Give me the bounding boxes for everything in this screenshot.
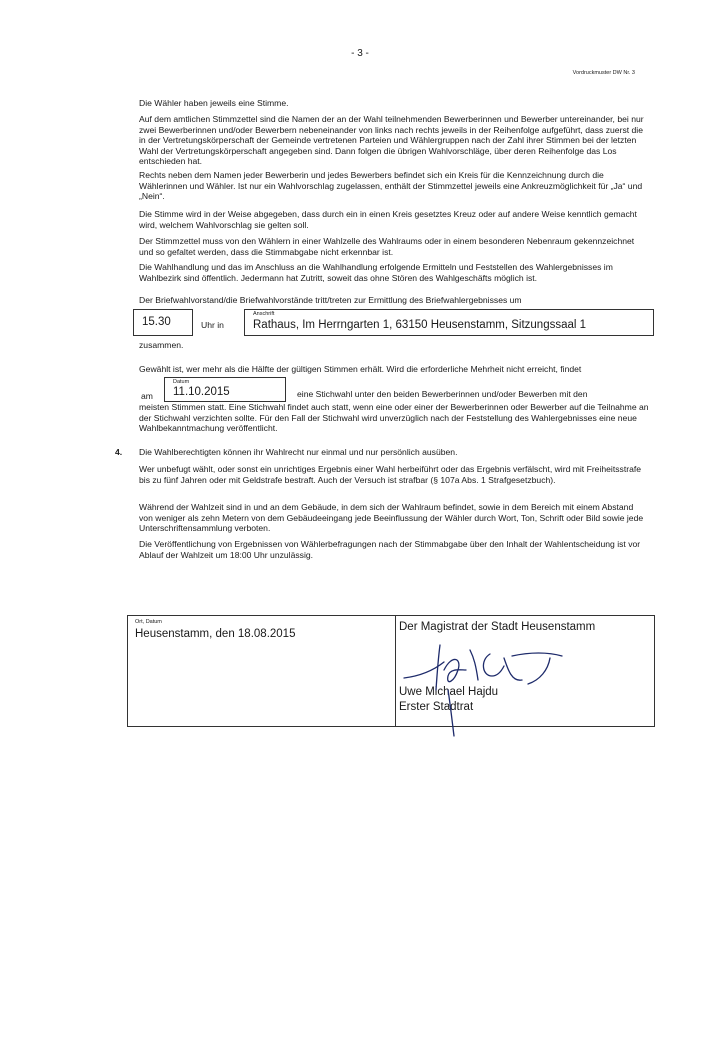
time-box [133, 309, 193, 336]
runoff-text: eine Stichwahl unter den beiden Bewerberinnen und/oder Bewerben mit den [297, 389, 588, 399]
paragraph-voting-booth: Der Stimmzettel muss von den Wählern in einer Wahlzelle des Wahlraums oder in einem besonderen Nebenraum gekennzeichnet und so gefaltet werden, dass die Stimmabgabe nicht erkennbar ist. [139, 236, 635, 257]
paragraph-penalty: Wer unbefugt wählt, oder sonst ein unrichtiges Ergebnis einer Wahl herbeiführt oder das Ergebnis verfälscht, wird mit Freiheitsstrafe bis zu fünf Jahren oder mit Geldstrafe bestraft. Auch der Versuch ist strafbar (§ 107a Abs. 1 Strafgesetzbuch). [139, 464, 642, 485]
uhr-in-label: Uhr in [201, 320, 224, 330]
paragraph-majority: Gewählt ist, wer mehr als die Hälfte der gültigen Stimmen erhält. Wird die erforderliche Mehrheit nicht erreicht, findet [139, 364, 582, 374]
page-number: - 3 - [351, 48, 369, 59]
date-value: 11.10.2015 [173, 386, 230, 398]
paragraph-exit-polls: Die Veröffentlichung von Ergebnissen von Wählerbefragungen nach der Stimmabgabe über den Inhalt der Wahlentscheidung ist vor Ablauf der Wahlzeit um 18:00 Uhr unzulässig. [139, 539, 641, 560]
am-label: am [141, 391, 153, 401]
time-value: 15.30 [142, 316, 171, 328]
authority-name: Der Magistrat der Stadt Heusenstamm [399, 621, 596, 633]
date-label: Datum [173, 379, 190, 385]
signer-name: Uwe Michael Hajdu [399, 686, 499, 698]
address-box [244, 309, 654, 336]
section-number: 4. [115, 447, 123, 457]
paragraph-marking-circle: Rechts neben dem Namen jeder Bewerberin und jedes Bewerbers befindet sich ein Kreis für die Kennzeichnung durch die Wählerinnen und Wähler. Ist nur ein Wahlvorschlag zugelassen, enthält der Stimmzettel jeweils eine Ankreuzmöglichkeit für „Ja“ und „Nein“. [139, 170, 643, 201]
paragraph-one-vote: Die Wähler haben jeweils eine Stimme. [139, 98, 289, 108]
place-date-value: Heusenstamm, den 18.08.2015 [135, 628, 296, 640]
address-label: Anschrift [253, 311, 275, 317]
date-box [164, 377, 286, 402]
paragraph-public-count: Die Wahlhandlung und das im Anschluss an die Wahlhandlung erfolgende Ermitteln und Feststellen des Wahlergebnisses im Wahlbezirk sind öffentlich. Jedermann hat Zutritt, soweit das ohne Stören des Wahlgeschäfts möglich ist. [139, 262, 613, 283]
paragraph-personal-vote: Die Wahlberechtigten können ihr Wahlrecht nur einmal und nur persönlich ausüben. [139, 447, 458, 457]
paragraph-no-influence: Während der Wahlzeit sind in und an dem Gebäude, in dem sich der Wahlraum befindet, sowie in dem Bereich mit einem Abstand von weniger als zehn Metern von dem Gebäudeeingang jede Beeinflussung der Wähler durch Wort, Ton, Schrift oder Bild sowie jede Unterschriftensammlung verboten. [139, 502, 644, 533]
paragraph-how-to-vote: Die Stimme wird in der Weise abgegeben, dass durch ein in einen Kreis gesetztes Kreuz oder auf andere Weise kenntlich gemacht wird, welchem Wahlvorschlag sie gelten soll. [139, 209, 637, 230]
address-value: Rathaus, Im Herrngarten 1, 63150 Heusenstamm, Sitzungssaal 1 [253, 319, 587, 331]
place-date-cell [128, 616, 396, 726]
handwritten-signature [400, 640, 570, 740]
form-code: Vordruckmuster DW Nr. 3 [572, 70, 635, 76]
signature-table [127, 615, 655, 727]
paragraph-postal-board: Der Briefwahlvorstand/die Briefwahlvorstände tritt/treten zur Ermittlung des Briefwahlergebnisses um [139, 295, 522, 305]
zusammen-label: zusammen. [139, 340, 184, 350]
signer-title: Erster Stadtrat [399, 701, 474, 713]
paragraph-runoff: meisten Stimmen statt. Eine Stichwahl findet auch statt, wenn eine oder einer der Bewerberinnen oder Bewerber auf die Teilnahme an der Stichwahl verzichten sollte. Für den Fall der Stichwahl wird unverzüglich nach der Feststellung des Wahlergebnisses eine neue Wahlbekanntmachung veröffentlicht. [139, 402, 649, 433]
place-date-label: Ort, Datum [135, 619, 162, 625]
paragraph-ballot-order: Auf dem amtlichen Stimmzettel sind die Namen der an der Wahl teilnehmenden Bewerberinnen und Bewerber untereinander, bei nur zwei Bewerberinnen und/oder Bewerbern nebeneinander von links nach rechts jeweils in der Reihenfolge aufgeführt, dass zuerst die in der Vertretungskörperschaft der Gemeinde vertretenen Parteien und Wählergruppen nach der Zahl ihrer Stimmen bei der letzten Wahl der Vertretungskörperschaft angegeben sind. Dann folgen die übrigen Wahlvorschläge, über deren Reihenfolge das Los entschieden hat. [139, 114, 644, 166]
